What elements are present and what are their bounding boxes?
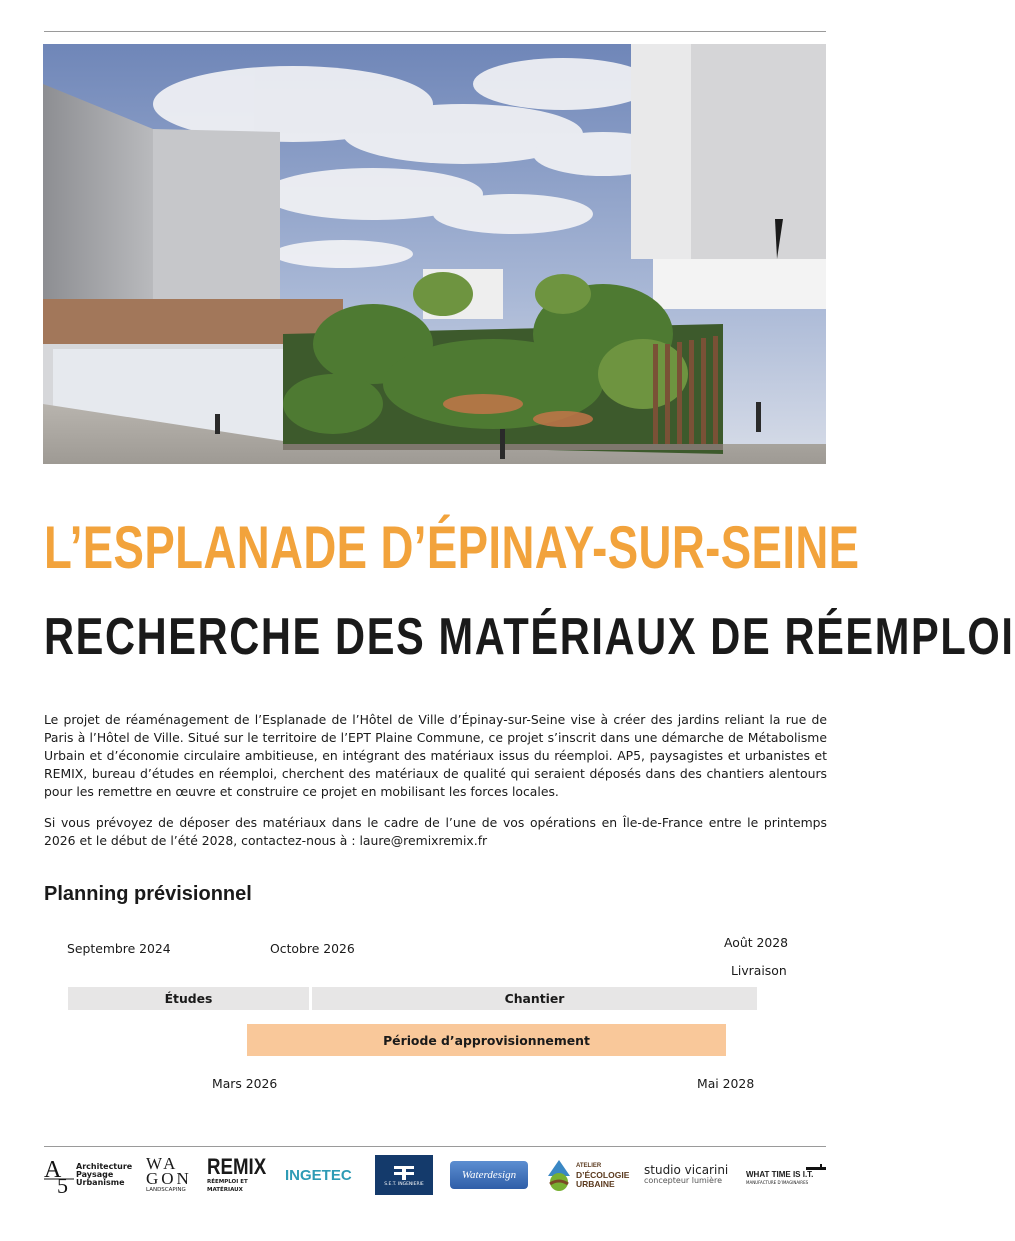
hero-image xyxy=(43,44,826,464)
logo-waterdesign xyxy=(450,1152,528,1198)
set-mark-icon xyxy=(392,1164,416,1182)
atelier-line-2: D’ÉCOLOGIE xyxy=(576,1169,630,1180)
ap5-line-2: Paysage xyxy=(76,1170,114,1179)
atelier-mark-icon xyxy=(544,1158,574,1192)
atelier-line-1: ATELIER xyxy=(576,1162,602,1169)
logo-ingetec xyxy=(285,1152,361,1198)
milestone-label: Livraison xyxy=(731,963,787,978)
intro-paragraph: Le projet de réaménagement de l’Esplanade de l’Hôtel de Ville d’Épinay-sur-Seine vise à créer des jardins reliant la rue de Paris à l’Hôtel de Ville. Situé sur le territoire de l’EPT Plaine Commune, ce projet s’inscrit dans une démarche de Métabolisme Urbain et d’économie circulaire ambitieuse, en intégrant des matériaux issus du réemploi. AP5, paysagistes et urbanistes et REMIX, bureau d’études en réemploi, cherchent des matériaux de qualité qui seraient déposés dans des chantiers alentours pour les remettre en œuvre et construire ce projet en mobilisant les forces locales. xyxy=(44,712,827,799)
ap5-line-1: Architecture xyxy=(76,1162,133,1171)
date-supply-end: Mai 2028 xyxy=(697,1076,755,1091)
document-subtitle: RECHERCHE DES MATÉRIAUX DE RÉEMPLOI xyxy=(44,608,1015,666)
atelier-line-3: URBAINE xyxy=(576,1178,615,1189)
logo-what-time-is-it xyxy=(746,1152,826,1198)
svg-text:5: 5 xyxy=(57,1173,68,1198)
wagon-line-2: GON xyxy=(146,1169,192,1188)
set-label: S.E.T. INGENIERIE xyxy=(384,1181,424,1187)
date-start: Septembre 2024 xyxy=(67,941,171,956)
date-chantier-start: Octobre 2026 xyxy=(270,941,355,956)
document-title: L’ESPLANADE D’ÉPINAY-SUR-SEINE xyxy=(44,514,860,581)
ap5-mark-icon xyxy=(44,1155,74,1198)
whattime-wordmark: WHAT TIME IS I.T. xyxy=(746,1170,814,1179)
wagon-line-1: WA xyxy=(146,1154,179,1173)
logo-set xyxy=(375,1152,433,1198)
partner-logos xyxy=(44,1152,826,1198)
contact-paragraph: Si vous prévoyez de déposer des matériaux dans le cadre de l’une de vos opérations en Île-de-France entre le printemps 2026 et le début de l’été 2028, contactez-nous à : laure@remixremix.fr xyxy=(44,815,827,848)
remix-wordmark: REMIX xyxy=(207,1154,267,1179)
supply-period-bar: Période d’approvisionnement xyxy=(247,1024,726,1056)
planning-heading: Planning prévisionnel xyxy=(44,883,252,905)
logo-ap5 xyxy=(44,1152,133,1198)
logo-remix xyxy=(207,1152,271,1198)
logo-studio-vicarini xyxy=(644,1152,736,1198)
vicarini-tagline: concepteur lumière xyxy=(644,1176,722,1185)
logo-atelier-ecologie xyxy=(544,1152,632,1198)
phase-chantier: Chantier xyxy=(312,987,757,1010)
waterdesign-wordmark: Waterdesign xyxy=(461,1169,517,1181)
phase-etudes: Études xyxy=(68,987,309,1010)
ingetec-wordmark: INGETEC xyxy=(285,1166,352,1184)
logo-wagon xyxy=(146,1152,196,1198)
wagon-line-3: LANDSCAPING xyxy=(146,1187,186,1193)
ap5-line-3: Urbanisme xyxy=(76,1178,125,1187)
whattime-tagline: MANUFACTURE D’IMAGINAIRES xyxy=(746,1180,809,1185)
remix-tagline: RÉEMPLOI ET MATÉRIAUX xyxy=(207,1179,248,1193)
date-delivery: Août 2028 xyxy=(724,935,789,950)
top-rule xyxy=(44,31,826,32)
svg-text:A: A xyxy=(44,1157,62,1183)
vicarini-wordmark: studio vicarini xyxy=(644,1163,729,1177)
date-supply-start: Mars 2026 xyxy=(212,1076,278,1091)
bottom-rule xyxy=(44,1146,826,1147)
